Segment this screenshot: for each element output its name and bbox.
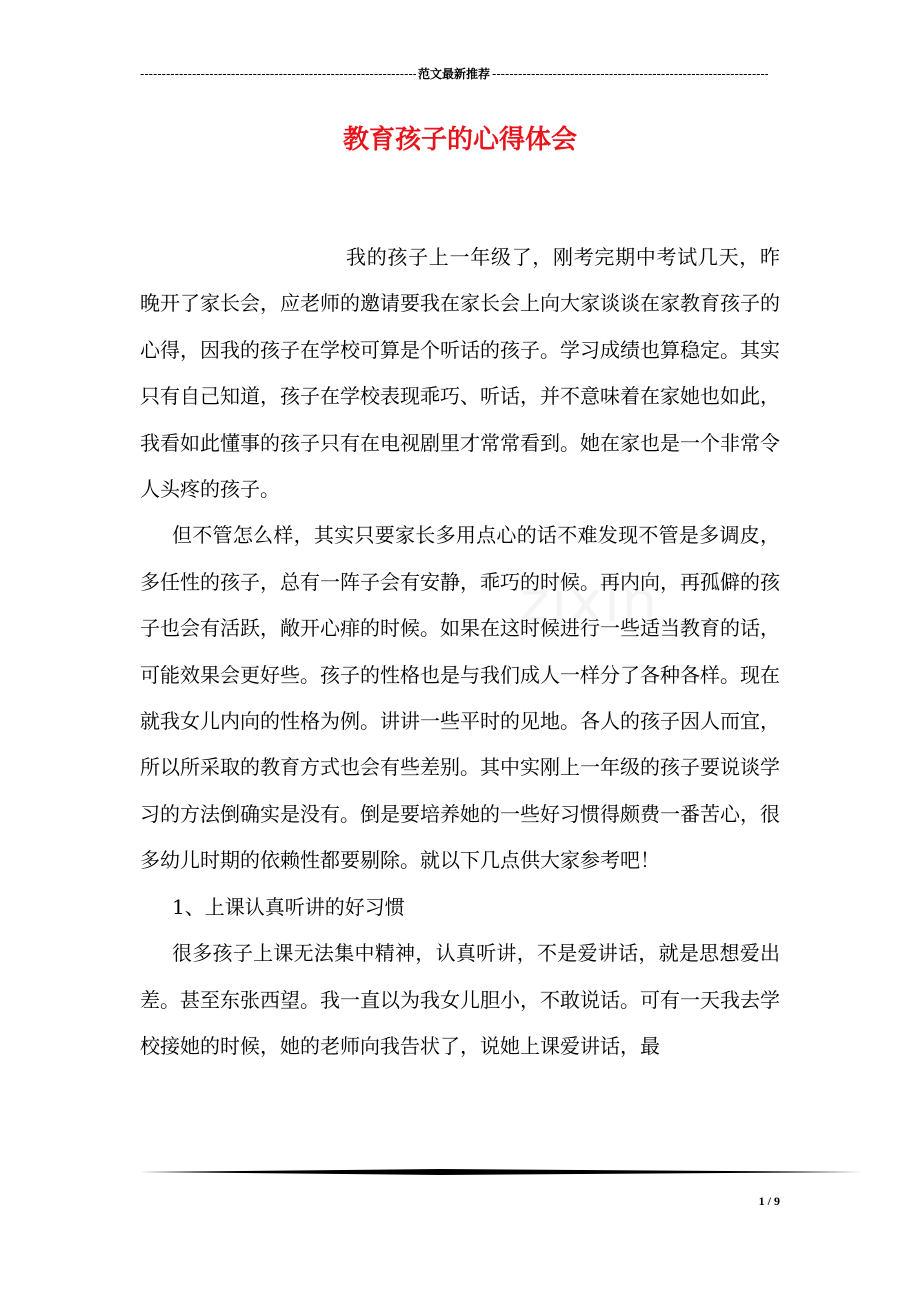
section-heading: 1、上课认真听讲的好习惯: [172, 894, 405, 919]
document-body: [140, 234, 780, 1069]
header-dashes-right: [492, 66, 768, 82]
page-number: 1 / 9: [758, 1194, 780, 1208]
document-title: 教育孩子的心得体会: [342, 125, 577, 155]
paragraph-intro: 我的孩子上一年级了，刚考完期中考试几天，昨晚开了家长会，应老师的邀请要我在家长会上向大家谈谈在家教育孩子的心得，因我的孩子在学校可算是个听话的孩子。学习成绩也算稳定。其实只有自己知道，孩子在学校表现乖巧、听话，并不意味着在家她也如此，我看如此懂事的孩子只有在电视剧里才常常看到。她在家也是一个非常令人头疼的孩子。: [140, 245, 780, 502]
footer-rule: [140, 1169, 862, 1175]
paragraph-section: 很多孩子上课无法集中精神，认真听讲，不是爱讲话，就是思想爱出差。甚至东张西望。我一直以为我女儿胆小，不敢说话。可有一天我去学校接她的时候，她的老师向我告状了，说她上课爱讲话，最: [140, 941, 780, 1058]
header-label: 范文最新推荐: [418, 67, 491, 81]
page-header: [140, 66, 768, 82]
header-dashes-left: [140, 66, 416, 82]
paragraph-main: 但不管怎么样，其实只要家长多用点心的话不难发现不管是多调皮，多任性的孩子，总有一阵子会有安静，乖巧的时候。再内向，再孤僻的孩子也会有活跃，敞开心痱的时候。如果在这时候进行一些适当教育的话，可能效果会更好些。孩子的性格也是与我们成人一样分了各种各样。现在就我女儿内向的性格为例。讲讲一些平时的见地。各人的孩子因人而宜，所以所采取的教育方式也会有些差别。其中实刚上一年级的孩子要说谈学习的方法倒确实是没有。倒是要培养她的一些好习惯得颇费一番苦心，很多幼儿时期的依赖性都要剔除。就以下几点供大家参考吧！: [140, 523, 780, 873]
